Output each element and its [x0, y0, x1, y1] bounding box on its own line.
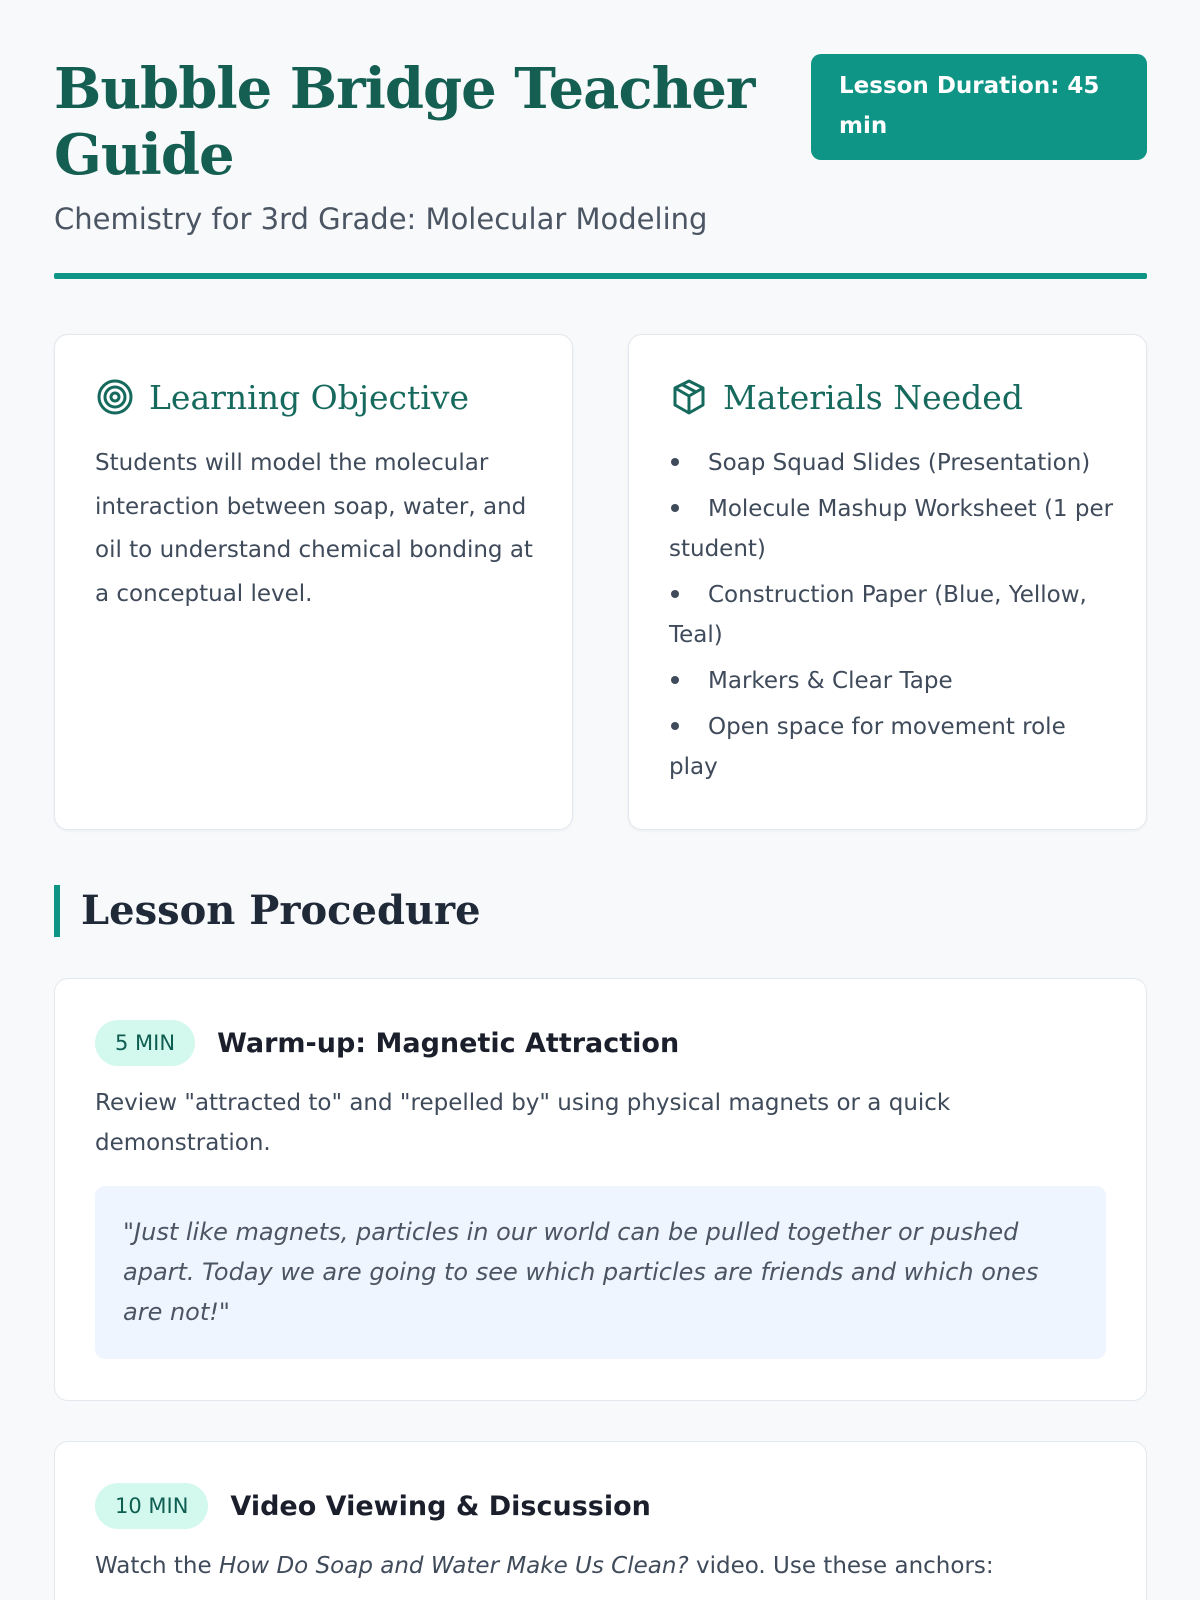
procedure-step-warmup — [54, 978, 1147, 1401]
list-item: Construction Paper (Blue, Yellow, Teal) — [669, 582, 1087, 648]
page-title: Bubble Bridge Teacher Guide — [54, 56, 755, 188]
learning-objective-text: Students will model the molecular interaction between soap, water, and oil to understand chemical bonding at a conceptual level. — [95, 450, 533, 607]
page-subtitle: Chemistry for 3rd Grade: Molecular Modeling — [54, 202, 708, 236]
materials-header — [669, 377, 1023, 417]
list-item: Open space for movement role play — [669, 714, 1066, 780]
lesson-procedure-heading: Lesson Procedure — [54, 885, 481, 937]
teacher-script-quote: "Just like magnets, particles in our world can be pulled together or pushed apart. Today we are going to see which particles are friends and which ones are not!" — [95, 1186, 1106, 1359]
procedure-step-video — [54, 1441, 1147, 1600]
step-title: Warm-up: Magnetic Attraction — [217, 1027, 680, 1059]
materials-card — [628, 334, 1147, 830]
learning-objective-card — [54, 334, 573, 830]
list-item: Soap Squad Slides (Presentation) — [669, 443, 1114, 483]
materials-list — [669, 443, 1114, 793]
learning-objective-header — [95, 377, 469, 417]
step-time-badge: 10 MIN — [95, 1483, 208, 1529]
header-divider — [54, 273, 1147, 279]
step-time-badge: 5 MIN — [95, 1020, 195, 1066]
package-icon — [669, 377, 709, 417]
step-description: Watch the How Do Soap and Water Make Us Clean? video. Use these anchors: — [95, 1553, 994, 1579]
learning-objective-heading: Learning Objective — [149, 377, 469, 417]
step-header — [95, 1020, 679, 1066]
target-icon — [95, 377, 135, 417]
video-title: How Do Soap and Water Make Us Clean? — [218, 1553, 689, 1579]
materials-heading: Materials Needed — [723, 377, 1023, 417]
list-item: Molecule Mashup Worksheet (1 per student) — [669, 496, 1114, 562]
list-item: Markers & Clear Tape — [669, 661, 1114, 701]
step-description: Review "attracted to" and "repelled by" using physical magnets or a quick demonstration. — [95, 1090, 951, 1156]
lesson-duration-badge: Lesson Duration: 45 min — [811, 54, 1147, 160]
teacher-guide-page — [54, 0, 1147, 1600]
step-header — [95, 1483, 651, 1529]
step-title: Video Viewing & Discussion — [230, 1490, 651, 1522]
